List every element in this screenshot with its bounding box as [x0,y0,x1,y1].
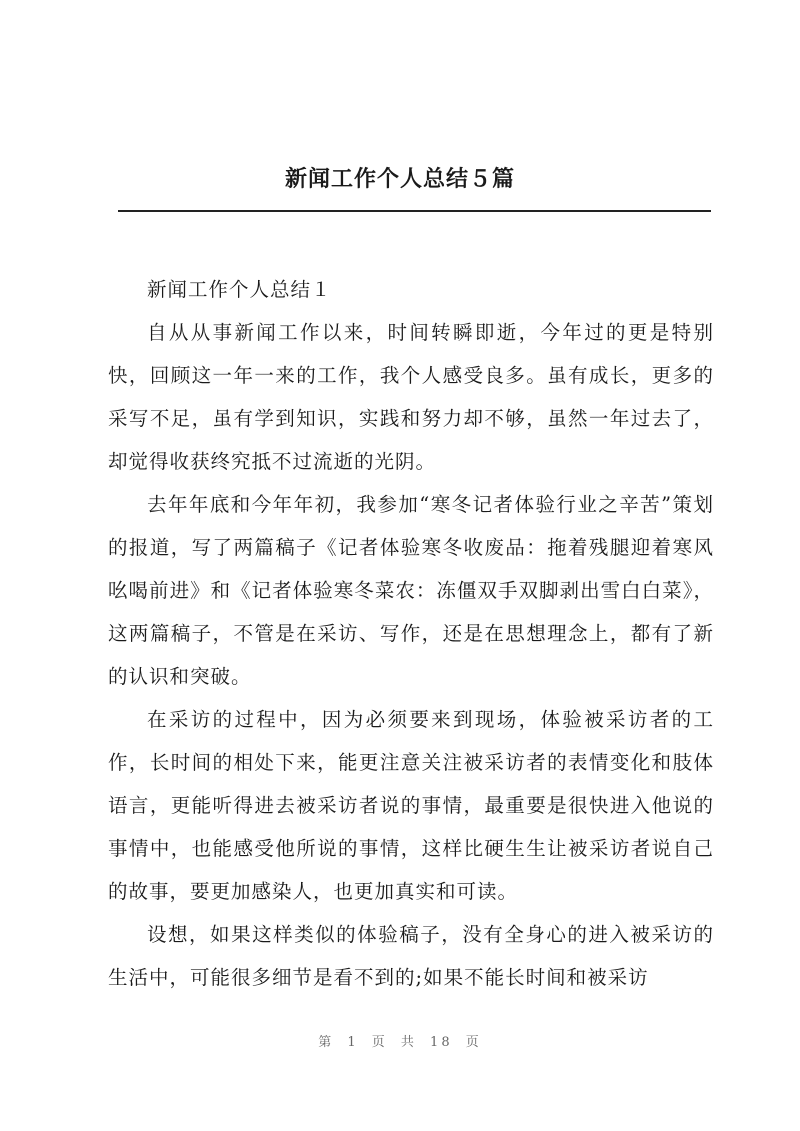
paragraph-2: 去年年底和今年年初，我参加“寒冬记者体验行业之辛苦”策划的报道，写了两篇稿子《记者体验寒冬收废品：拖着残腿迎着寒风吆喝前进》和《记者体验寒冬菜农：冻僵双手双脚剥出雪白白菜》，这两篇稿子，不管是在采访、写作，还是在思想理念上，都有了新的认识和突破。 [108,493,714,688]
document-body [108,268,714,999]
page-number-footer: 第 1 页 共 18 页 [318,1035,482,1050]
paragraph-4: 设想，如果这样类似的体验稿子，没有全身心的进入被采访的生活中，可能很多细节是看不到的;如果不能长时间和被采访 [108,923,714,989]
paragraph-1: 自从从事新闻工作以来，时间转瞬即逝，今年过的更是特别快，回顾这一年一来的工作，我个人感受良多。虽有成长，更多的采写不足，虽有学到知识，实践和努力却不够，虽然一年过去了，却觉得收获终究抵不过流逝的光阴。 [108,321,714,473]
paragraph-3: 在采访的过程中，因为必须要来到现场，体验被采访者的工作，长时间的相处下来，能更注意关注被采访者的表情变化和肢体语言，更能听得进去被采访者说的事情，最重要是很快进入他说的事情中，也能感受他所说的事情，这样比硬生生让被采访者说自己的故事，要更加感染人，也更加真实和可读。 [108,708,714,903]
section-heading: 新闻工作个人总结１ [147,278,332,301]
document-title: 新闻工作个人总结５篇 [284,166,515,192]
title-divider [118,210,711,212]
